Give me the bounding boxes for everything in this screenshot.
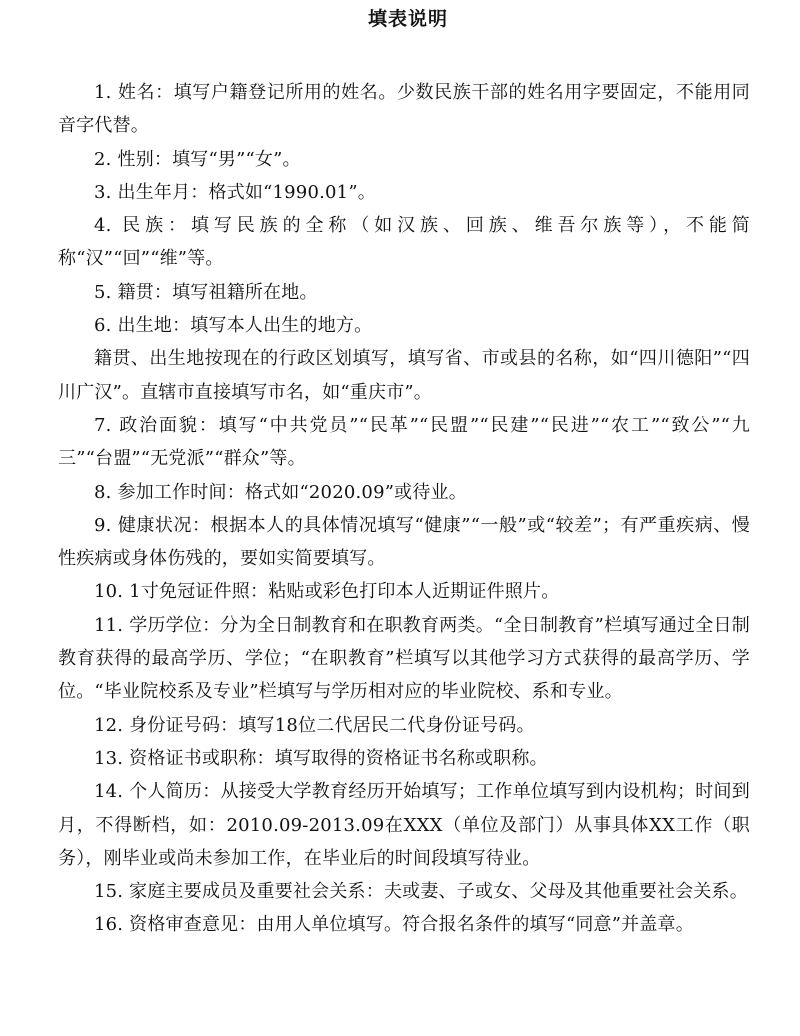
instruction-item-resume: 14. 个人简历：从接受大学教育经历开始填写；工作单位填写到内设机构；时间到月，不得断档，如：2010.09-2013.09在XXX（单位及部门）从事具体XX工作（职务），刚毕业或尚未参加工作，在毕业后的时间段填写待业。: [58, 781, 750, 869]
instruction-item-review: 16. 资格审查意见：由用人单位填写。符合报名条件的填写“同意”并盖章。: [94, 914, 694, 936]
document-title: 填表说明: [367, 8, 448, 30]
instruction-item-birth-date: 3. 出生年月：格式如“1990.01”。: [94, 181, 376, 203]
instruction-item-ethnicity: 4. 民族：填写民族的全称（如汉族、回族、维吾尔族等），不能简称“汉”“回”“维”等。: [58, 215, 750, 270]
instruction-item-health: 9. 健康状况：根据本人的具体情况填写“健康”“一般”或“较差”；有严重疾病、慢性疾病或身体伤残的，要如实简要填写。: [58, 514, 750, 570]
instruction-item-certificate: 13. 资格证书或职称：填写取得的资格证书名称或职称。: [94, 747, 548, 769]
instruction-note-region: 籍贯、出生地按现在的行政区划填写，填写省、市或县的名称，如“四川德阳”“四川广汉”。直辖市直接填写市名，如“重庆市”。: [58, 348, 750, 403]
instruction-item-gender: 2. 性别：填写“男”“女”。: [94, 148, 301, 170]
instruction-item-id-number: 12. 身份证号码：填写18位二代居民二代身份证号码。: [94, 714, 535, 736]
instruction-item-name: 1. 姓名：填写户籍登记所用的姓名。少数民族干部的姓名用字要固定，不能用同音字代替。: [58, 82, 750, 137]
instruction-item-family: 15. 家庭主要成员及重要社会关系：夫或妻、子或女、父母及其他重要社会关系。: [94, 881, 748, 903]
instruction-item-political-status: 7. 政治面貌：填写“中共党员”“民革”“民盟”“民建”“民进”“农工”“致公”“九三”“台盟”“无党派”“群众”等。: [58, 414, 750, 470]
instruction-item-birthplace: 6. 出生地：填写本人出生的地方。: [94, 315, 373, 337]
instruction-item-photo: 10. 1寸免冠证件照：粘贴或彩色打印本人近期证件照片。: [94, 581, 560, 603]
instruction-item-native-place: 5. 籍贯：填写祖籍所在地。: [94, 281, 318, 303]
instruction-item-education: 11. 学历学位：分为全日制教育和在职教育两类。“全日制教育”栏填写通过全日制教育获得的最高学历、学位；“在职教育”栏填写以其他学习方式获得的最高学历、学位。“毕业院校系及专业”栏填写与学历相对应的毕业院校、系和专业。: [58, 614, 750, 703]
instruction-item-work-start: 8. 参加工作时间：格式如“2020.09”或待业。: [94, 481, 467, 503]
